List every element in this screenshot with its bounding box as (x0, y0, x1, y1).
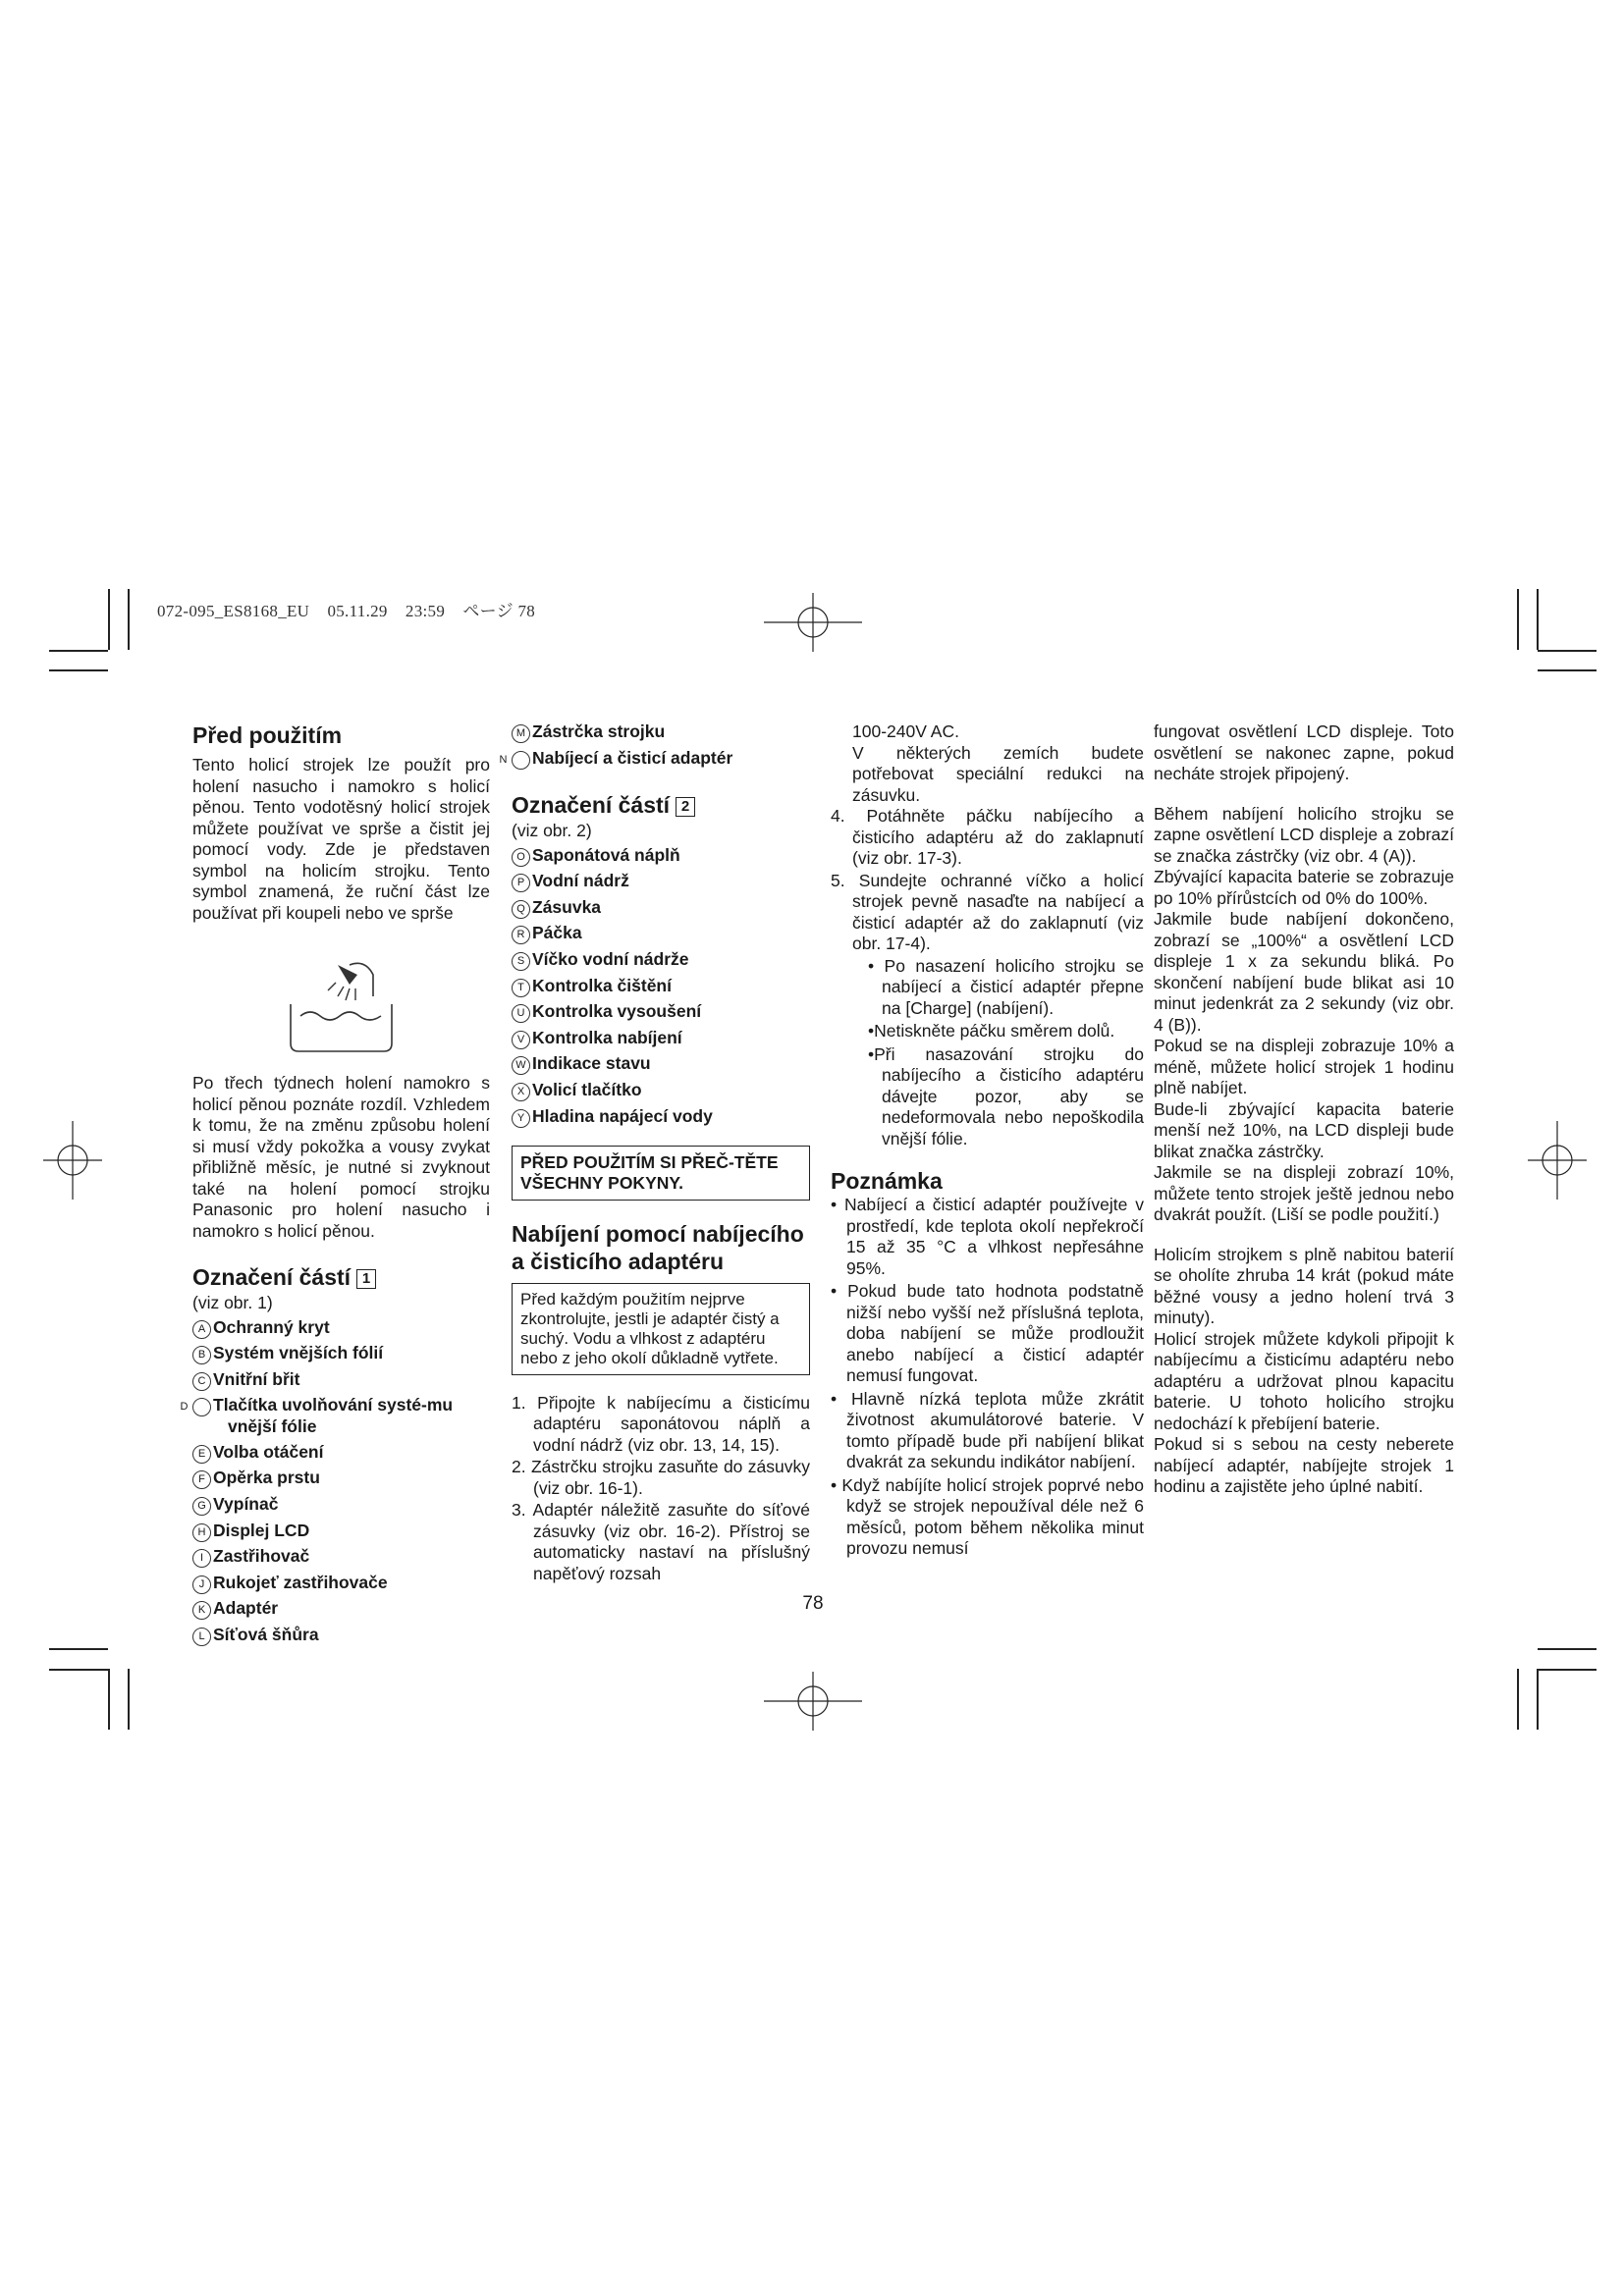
travel-paragraph: Pokud si s sebou na cesty neberete nabíjecí adaptér, nabíjejte strojek 1 hodinu a zajistěte jeho úplné nabití. (1154, 1434, 1454, 1496)
part-letter-badge: V (512, 1031, 530, 1049)
registration-mark-right (1528, 1121, 1587, 1200)
part-label: Rukojeť zastřihovače (213, 1572, 388, 1592)
part-label: Kontrolka nabíjení (532, 1027, 682, 1047)
step-3-continued: 100-240V AC. (852, 721, 959, 741)
capacity-paragraph: Zbývající kapacita baterie se zobrazuje po 10% přírůstcích od 0% do 100%. (1154, 867, 1454, 908)
after-figure-paragraph: Po třech týdnech holení namokro s holicí pěnou poznáte rozdíl. Vzhledem k tomu, že na změnu způsobu holení si musí vždy pokožka a vousy zvykat přibližně měsíc, je nutné si zvyknout také na holení pomocí strojku Panasonic pro holení nasucho i namokro s holicí pěnou. (192, 1073, 490, 1241)
part-item (192, 1343, 490, 1364)
part-item (512, 721, 810, 743)
part-letter-badge: O (512, 848, 530, 867)
column-4 (1154, 721, 1454, 1498)
part-label: Ochranný kryt (213, 1316, 330, 1337)
shower-symbol-figure (192, 945, 490, 1061)
part-item (512, 1053, 810, 1075)
section-title-before-use: Před použitím (192, 722, 343, 748)
part-label: Indikace stavu (532, 1053, 651, 1074)
part-letter-badge: P (512, 874, 530, 892)
part-letter-badge: B (192, 1346, 211, 1364)
part-label: Adaptér (213, 1598, 279, 1619)
charging-lcd-paragraph: Během nabíjení holicího strojku se zapne osvětlení LCD displeje a zobrazí se značka zástrčky (viz obr. 4 (A)). (1154, 803, 1454, 866)
part-letter-badge: X (512, 1083, 530, 1101)
part-letter-badge: T (512, 979, 530, 997)
low-battery-paragraph: Pokud se na displeji zobrazuje 10% a méně, můžete holicí strojek 1 hodinu plně nabíjet. (1154, 1036, 1454, 1097)
part-label: Volba otáčení (213, 1441, 324, 1462)
part-item (192, 1546, 490, 1568)
part-label: Volicí tlačítko (532, 1080, 642, 1100)
part-letter-badge: H (192, 1523, 211, 1542)
part-item (192, 1625, 490, 1646)
part-letter-badge: M (512, 724, 530, 743)
part-item (512, 1028, 810, 1049)
part-letter-badge: K (192, 1601, 211, 1620)
part-label: Kontrolka čištění (532, 975, 672, 995)
parts-title-2: Označení částí 2 (512, 791, 810, 819)
step-sub-bullet: •Netiskněte páčku směrem dolů. (868, 1021, 1115, 1041)
part-item (512, 1001, 810, 1023)
part-label: Vypínač (213, 1494, 279, 1515)
warning-box: PŘED POUŽITÍM SI PŘEČ-TĚTE VŠECHNY POKYNY. (512, 1146, 810, 1201)
parts-list-1-continued (499, 721, 810, 770)
part-letter-badge: Y (512, 1109, 530, 1128)
parts-title-1: Označení částí 1 (192, 1263, 490, 1291)
part-item (192, 1573, 490, 1594)
cleanliness-note-box: Před každým použitím nejprve zkontrolujte, jestli je adaptér čistý a suchý. Vodu a vlhkost z adaptéru nebo z jeho okolí důkladně vytřete. (512, 1283, 810, 1375)
step-sub-bullet: •Při nasazování strojku do nabíjecího a čisticího adaptéru dávejte pozor, aby se nedeformovala nebo nepoškodila vnější fólie. (868, 1043, 1144, 1148)
notes-list (831, 1195, 1144, 1560)
charging-steps-1-3 (512, 1393, 810, 1585)
part-item (192, 1468, 490, 1489)
print-slug: 072-095_ES8168_EU 05.11.29 23:59 ページ 78 (157, 602, 536, 620)
parts-list-2 (512, 845, 810, 1128)
part-label: Síťová šňůra (213, 1625, 319, 1645)
part-label: Saponátová náplň (532, 844, 680, 865)
part-item (192, 1369, 490, 1391)
part-letter-badge: L (192, 1628, 211, 1646)
charging-step: 2. Zástrčku strojku zasuňte do zásuvky (viz obr. 16-1). (512, 1457, 810, 1498)
intro-paragraph: Tento holicí strojek lze použít pro holení nasucho i namokro s holicí pěnou. Tento vodotěsný holicí strojek můžete používat ve sprše a čistit jej pomocí vody. Zde je představen symbol na holicím strojku. Tento symbol znamená, že ruční část lze používat při koupeli nebo ve sprše (192, 755, 490, 923)
part-label: Nabíjecí a čisticí adaptér (532, 747, 733, 768)
part-label: Hladina napájecí vody (532, 1105, 713, 1126)
shower-bath-symbol-icon (192, 945, 490, 1061)
part-letter-badge: N (512, 751, 530, 770)
note-bullet: • Nabíjecí a čisticí adaptér používejte v prostředí, kde teplota okolí nepřekročí 15 až 35 °C a vlhkost nepřesáhne 95%. (831, 1195, 1144, 1278)
part-item (512, 949, 810, 971)
step-5-sub-bullets (831, 956, 1144, 1150)
part-item (499, 747, 810, 770)
part-letter-badge: G (192, 1497, 211, 1516)
part-label: Systém vnějších fólií (213, 1343, 384, 1363)
part-letter-badge: D (192, 1398, 211, 1416)
charging-step: 5. Sundejte ochranné víčko a holicí strojek pevně nasaďte na nabíjecí a čisticí adaptér až do zaklapnutí (viz obr. 17-4). (831, 870, 1144, 953)
part-item (512, 976, 810, 997)
part-letter-badge: C (192, 1372, 211, 1391)
column-3 (831, 721, 1144, 1562)
note-title: Poznámka (831, 1168, 943, 1194)
column-2 (499, 721, 810, 1585)
blink-paragraph: Bude-li zbývající kapacita baterie menší než 10%, na LCD displeji bude blikat značka zástrčky. (1154, 1098, 1454, 1161)
note-bullet: • Když nabíjíte holicí strojek poprvé nebo když se strojek nepoužíval déle než 6 měsíců, potom během několika minut provozu nemusí (831, 1474, 1144, 1558)
part-item (192, 1521, 490, 1542)
charging-step: 4. Potáhněte páčku nabíjecího a čisticího adaptéru až do zaklapnutí (viz obr. 17-3). (831, 806, 1144, 868)
part-letter-badge: Q (512, 900, 530, 919)
registration-mark-left (43, 1121, 102, 1200)
part-label: Víčko vodní nádrže (532, 949, 689, 970)
part-item (512, 845, 810, 867)
part-letter-badge: W (512, 1056, 530, 1075)
registration-mark-top (764, 593, 862, 652)
ten-percent-paragraph: Jakmile se na displeji zobrazí 10%, můžete tento strojek ještě jednou nebo dvakrát použít. (Liší se podle použití.) (1154, 1162, 1454, 1224)
charging-step: 1. Připojte k nabíjecímu a čisticímu adaptéru saponátovou náplň a vodní nádrž (viz obr. 13, 14, 15). (512, 1392, 810, 1455)
part-label: Páčka (532, 923, 582, 943)
part-letter-badge: R (512, 926, 530, 944)
part-label: Kontrolka vysoušení (532, 1001, 702, 1022)
lcd-continued: fungovat osvětlení LCD displeje. Toto osvětlení se nakonec zapne, pokud necháte strojek připojený. (1154, 721, 1454, 783)
page-number: 78 (802, 1593, 824, 1614)
charging-section-title: Nabíjení pomocí nabíjecího a čisticího adaptéru (512, 1220, 804, 1274)
part-letter-badge: F (192, 1470, 211, 1489)
part-label: Tlačítka uvolňování systé-mu vnější fólie (213, 1395, 454, 1437)
part-label: Zastřihovač (213, 1546, 310, 1567)
shave-count-paragraph: Holicím strojkem s plně nabitou baterií se oholíte zhruba 14 krát (pokud máte běžné vousy a jedno holení trvá 3 minuty). (1154, 1244, 1454, 1327)
part-item (512, 1080, 810, 1101)
part-letter-badge: E (192, 1445, 211, 1464)
column-1 (180, 721, 490, 1651)
part-letter-badge: U (512, 1004, 530, 1023)
part-item (512, 923, 810, 944)
charging-step: 3. Adaptér náležitě zasuňte do síťové zásuvky (viz obr. 16-2). Přístroj se automaticky nastaví na příslušný napěťový rozsah (512, 1500, 810, 1583)
part-item (512, 897, 810, 919)
step-3-adapter-note: V některých zemích budete potřebovat speciální redukci na zásuvku. (852, 742, 1144, 805)
part-letter-badge: A (192, 1320, 211, 1339)
part-letter-badge: S (512, 952, 530, 971)
note-bullet: • Hlavně nízká teplota může zkrátit životnost akumulátorové baterie. V tomto případě bude při nabíjení blikat dvakrát za sekundu indikátor nabíjení. (831, 1388, 1144, 1471)
part-item (180, 1395, 490, 1437)
part-item (192, 1494, 490, 1516)
step-sub-bullet: • Po nasazení holicího strojku se nabíjecí a čisticí adaptér přepne na [Charge] (nabíjení). (868, 955, 1144, 1018)
part-item (192, 1598, 490, 1620)
part-item (512, 871, 810, 892)
part-item (192, 1442, 490, 1464)
part-item (192, 1317, 490, 1339)
note-bullet: • Pokud bude tato hodnota podstatně nižší nebo vyšší než příslušná teplota, doba nabíjení se může prodloužit anebo nabíjecí a čisticí adaptér nemusí fungovat. (831, 1281, 1144, 1385)
part-letter-badge: J (192, 1575, 211, 1594)
part-label: Vnitřní břit (213, 1368, 300, 1389)
part-item (512, 1106, 810, 1128)
part-label: Vodní nádrž (532, 871, 629, 891)
registration-mark-bottom (764, 1672, 862, 1731)
parts-list-1 (180, 1316, 490, 1647)
part-label: Opěrka prstu (213, 1468, 320, 1488)
part-letter-badge: I (192, 1549, 211, 1568)
parts-ref-2: (viz obr. 2) (512, 821, 592, 841)
part-label: Zástrčka strojku (532, 721, 666, 741)
overcharge-paragraph: Holicí strojek můžete kdykoli připojit k nabíjecímu a čisticímu adaptéru nebo adaptéru a udržovat plnou kapacitu baterie. U tohoto holicího strojku nedochází k přebíjení baterie. (1154, 1328, 1454, 1433)
parts-ref-1: (viz obr. 1) (192, 1293, 273, 1312)
charging-steps-4-5 (831, 806, 1144, 955)
part-label: Zásuvka (532, 896, 602, 917)
complete-paragraph: Jakmile bude nabíjení dokončeno, zobrazí se „100%“ a osvětlení LCD displeje 1 x za sekundu bliká. Po skončení nabíjení bude blikat asi 10 minut jedenkrát za 2 sekundy (viz obr. 4 (B)). (1154, 909, 1454, 1035)
part-label: Displej LCD (213, 1520, 310, 1540)
